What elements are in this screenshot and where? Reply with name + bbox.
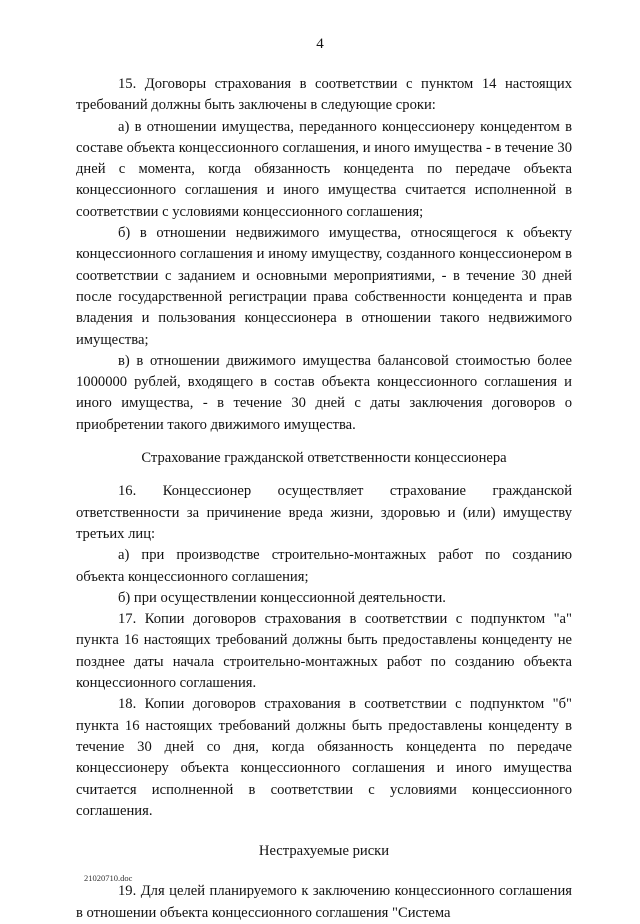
paragraph-17: 17. Копии договоров страхования в соответствии с подпунктом "а" пункта 16 настоящих требований должны быть предоставлены концеденту не позднее даты начала строительно-монтажных работ по созданию объекта концессионного соглашения. — [76, 611, 572, 692]
paragraph-15-a: а) в отношении имущества, переданного концессионеру концедентом в составе объекта концессионного соглашения, и иного имущества - в течение 30 дней с момента, когда обязанность концедента по передаче объекта концессионного соглашения и иного имущества считается исполненной в соответствии с условиями концессионного соглашения; — [76, 118, 572, 220]
page-number: 4 — [316, 36, 324, 52]
paragraph-19: 19. Для целей планируемого к заключению концессионного соглашения в отношении объекта концессионного соглашения "Система — [76, 883, 572, 921]
paragraph-15-b: б) в отношении недвижимого имущества, относящегося к объекту концессионного соглашения и иному имуществу, созданного концессионером в соответствии с заданием и основными мероприятиями, - в течение 30 дней после государственной регистрации права собственности концедента и прав владения и пользования концессионера в отношении такого недвижимого имущества; — [76, 225, 572, 348]
paragraph-16-b: б) при осуществлении концессионной деятельности. — [118, 589, 446, 606]
paragraph-15: 15. Договоры страхования в соответствии с пунктом 14 настоящих требований должны быть заключены в следующие сроки: — [76, 76, 572, 114]
document-body — [76, 74, 572, 924]
paragraph-18: 18. Копии договоров страхования в соответствии с подпунктом "б" пункта 16 настоящих требований должны быть предоставлены концеденту в течение 30 дней со дня, когда обязанность концедента по передаче концессионеру объекта концессионного соглашения и иного имущества считается исполненной в соответствии с условиями концессионного соглашения. — [76, 696, 572, 819]
section-heading-uninsured-risks: Нестрахуемые риски — [258, 843, 390, 860]
paragraph-16: 16. Концессионер осуществляет страхование гражданской ответственности за причинение вреда жизни, здоровью и (или) имуществу третьих лиц: — [76, 483, 572, 542]
paragraph-16-a: а) при производстве строительно-монтажных работ по созданию объекта концессионного соглашения; — [76, 547, 572, 585]
footer-filename: 21020710.doc — [84, 873, 133, 883]
section-heading-liability: Страхование гражданской ответственности концессионера — [141, 450, 507, 467]
paragraph-15-v: в) в отношении движимого имущества балансовой стоимостью более 1000000 рублей, входящего в состав объекта концессионного соглашения и иного имущества, - в течение 30 дней с даты заключения договоров о приобретении такого движимого имущества. — [76, 352, 572, 433]
